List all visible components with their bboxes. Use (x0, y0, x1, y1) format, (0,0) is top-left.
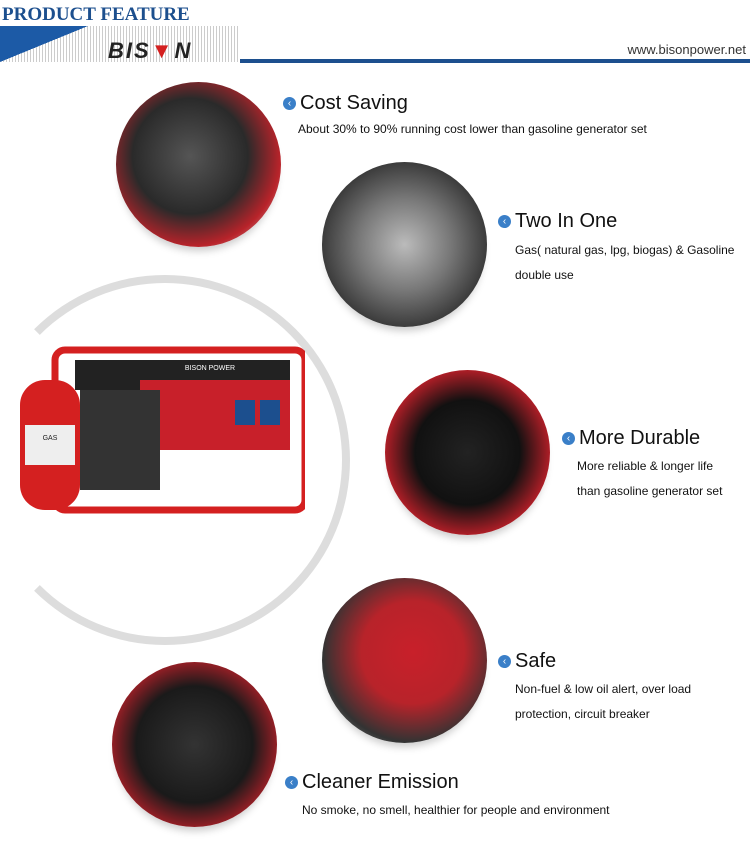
feature-cleaner-emission-title (285, 771, 459, 794)
feature-two-in-one-desc (515, 238, 734, 288)
brand-label: BISON POWER (184, 365, 236, 372)
desc-line: No smoke, no smell, healthier for people and environment (302, 803, 610, 817)
tank-label: GAS (42, 435, 58, 442)
feature-cleaner-emission-desc (302, 798, 610, 823)
arrow-left-icon: ‹ (498, 215, 511, 228)
website-url[interactable]: www.bisonpower.net (627, 42, 746, 57)
feature-photo-recoil-starter (385, 370, 550, 535)
feature-title-text: More Durable (579, 427, 701, 449)
feature-cost-saving-title (283, 92, 408, 115)
desc-line: More reliable & longer life (577, 459, 714, 473)
generator-image (20, 340, 305, 525)
arrow-left-icon: ‹ (498, 655, 511, 668)
arrow-left-icon: ‹ (562, 432, 575, 445)
feature-more-durable-desc (577, 454, 722, 504)
header-triangle (0, 26, 88, 62)
feature-photo-fuel-valve (322, 162, 487, 327)
desc-line: Gas( natural gas, lpg, biogas) & Gasoline (515, 243, 735, 257)
feature-cost-saving-desc (298, 117, 647, 142)
feature-title-text: Two In One (515, 210, 618, 232)
desc-line: About 30% to 90% running cost lower than gasoline generator set (298, 122, 647, 136)
feature-two-in-one-title (498, 210, 617, 233)
bison-logo: BIS▼N (108, 38, 193, 63)
header-divider (240, 59, 750, 63)
feature-title-text: Cleaner Emission (302, 771, 459, 793)
feature-photo-engine (116, 82, 281, 247)
desc-line: than gasoline generator set (577, 484, 723, 498)
desc-line: double use (515, 268, 574, 282)
feature-safe-desc (515, 677, 691, 727)
feature-title-text: Cost Saving (300, 92, 408, 114)
section-title: PRODUCT FEATURE (2, 4, 190, 25)
feature-safe-title (498, 650, 556, 673)
feature-title-text: Safe (515, 650, 557, 672)
arrow-left-icon: ‹ (283, 97, 296, 110)
desc-line: protection, circuit breaker (515, 707, 650, 721)
feature-photo-exhaust (112, 662, 277, 827)
feature-photo-control-panel (322, 578, 487, 743)
desc-line: Non-fuel & low oil alert, over load (515, 682, 692, 696)
feature-more-durable-title (562, 427, 700, 450)
arrow-left-icon: ‹ (285, 776, 298, 789)
